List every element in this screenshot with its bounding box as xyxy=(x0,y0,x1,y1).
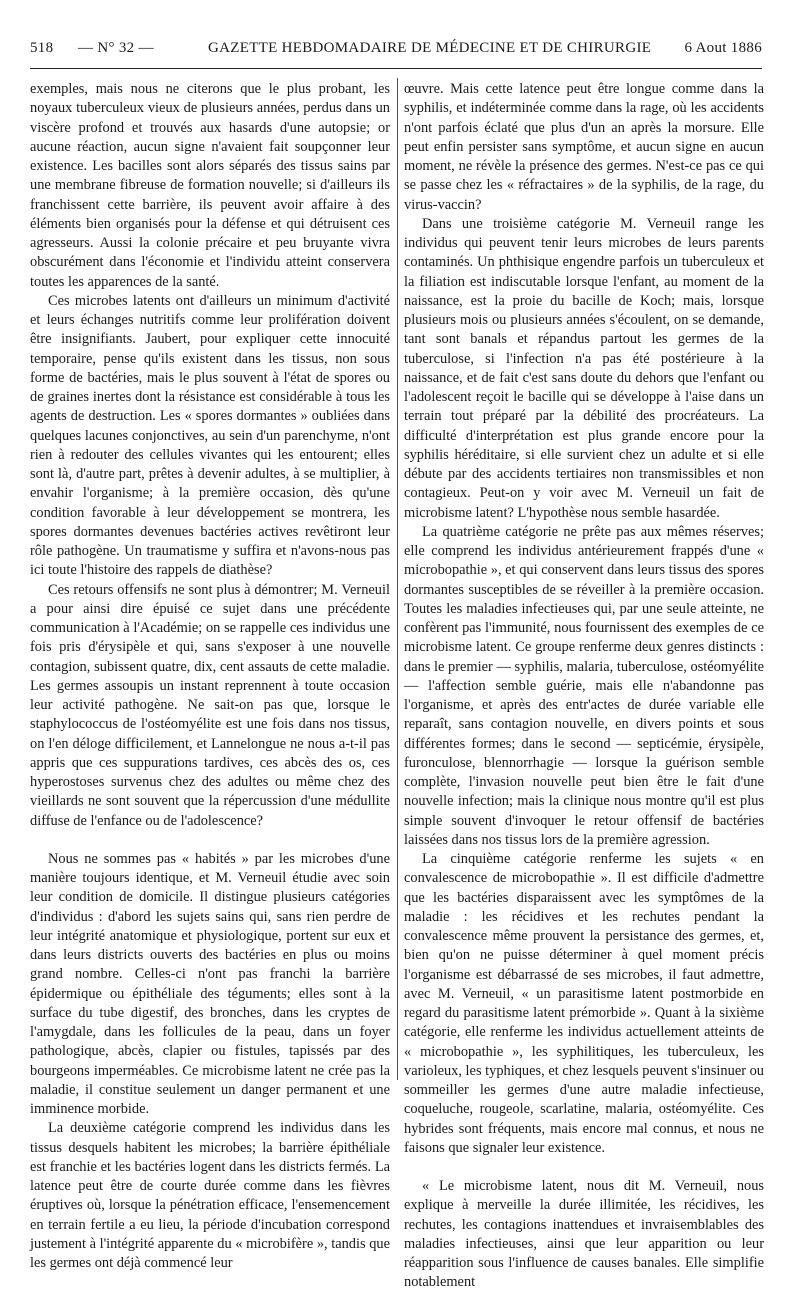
journal-title: GAZETTE HEBDOMADAIRE DE MÉDECINE ET DE CHIRURGIE xyxy=(208,40,652,56)
paragraph: œuvre. Mais cette latence peut être longue comme dans la syphilis, et indéterminée comme dans la rage, où les accidents n'ont parfois éclaté que plus d'un an après la morsure. Elle peut enfin persister sans symptôme, et aucun signe en aucun moment, ne révèle la présence des germes. N'est-ce pas ce qui se passe chez les « réfractaires » de la syphilis, de la rage, du virus-vaccin? xyxy=(404,81,764,213)
running-header xyxy=(30,34,762,64)
issue-date: 6 Aout 1886 xyxy=(684,40,762,56)
page-number: 518 xyxy=(30,40,54,56)
paragraph: exemples, mais nous ne citerons que le plus probant, les noyaux tuberculeux vieux de plusieurs années, perdus dans un viscère profond et trouvés aux hasards d'une autopsie; or aucune réaction, aucun signe n'avaient fait soupçonner leur existence. Les bacilles sont alors séparés des tissus sains par une membrane fibreuse de formation nouvelle; si d'ailleurs ils franchissent cette barrière, ils peuvent avoir affaire à des éléments bien organisés pour la défense et qui détruisent ces agresseurs. Aussi la colonie précaire et peu bruyante vivra obscurément dans l'économie et l'individu atteint conservera toutes les apparences de la santé. xyxy=(30,81,390,290)
right-column xyxy=(404,80,764,1291)
paragraph: La quatrième catégorie ne prête pas aux mêmes réserves; elle comprend les individus antérieurement frappés d'une « microbopathie », et qui conservent dans leurs tissus des spores dormantes susceptibles de se réveiller à la première occasion. Toutes les maladies infectieuses qui, par une seule atteinte, ne confèrent pas l'immunité, nous fournissent des exemples de ce microbisme latent. Ce groupe renferme deux genres distincts : dans le premier — syphilis, malaria, tuberculose, ostéomyélite — l'affection semble guérie, mais elle n'abandonne pas l'organisme, et après des entr'actes de durée variable elle reparaît, sans contagion nouvelle, en divers points et sous différentes formes; dans le second — septicémie, érysipèle, furonculose, blennorrhagie — lorsque la guérison semble complète, l'invasion nouvelle peut bien être le fait d'une nouvelle infection; mais la clinique nous montre qu'il est plus simple souvent d'invoquer le retour offensif de bactéries laissées dans nos tissus lors de la première agression. xyxy=(404,523,764,848)
paragraph: Dans une troisième catégorie M. Verneuil range les individus qui peuvent tenir leurs microbes de leurs parents contaminés. Un phthisique engendre parfois un tuberculeux et la filiation est indiscutable lorsque l'enfant, au moment de la naissance, est la proie du bacille de Koch; mais, lorsque plusieurs mois ou plusieurs années s'écoulent, on se demande, tant sont banals et répandus partout les germes de la tuberculose, si l'infection n'a pas été postérieure à la naissance, et de fait c'est sans doute du dehors que l'enfant ou l'adolescent reçoit le bacille qui se développe à l'aise dans un terrain tout préparé par la débilité des procréateurs. La difficulté d'interprétation est plus grande encore pour la syphilis héréditaire, si elle survient chez un adulte et si elle débute par des accidents tertiaires non transmissibles et non contagieux. Peut-on y voir avec M. Verneuil un fait de microbisme latent? L'hypothèse nous semble hasardée. xyxy=(404,215,764,521)
paragraph: Ces retours offensifs ne sont plus à démontrer; M. Verneuil a pour ainsi dire épuisé ce sujet dans une précédente communication à l'Académie; on se rappelle ces individus une fois pris d'érysipèle et qui, sans s'exposer à une nouvelle contagion, subissent quatre, dix, cent assauts de cette maladie. Les germes assoupis un instant reprennent à toute occasion leur activité pathogène. Ne sait-on pas que, lorsque le staphylococcus de l'ostéomyélite est une fois dans nos tissus, on l'en déloge difficilement, et Lannelongue ne nous a-t-il pas appris que ces suppurations tardives, ces abcès des os, ces hyperostoses survenus chez des adultes ou même chez des vieillards ne sont souvent que la répercussion d'une médullite diffuse de l'enfance ou de l'adolescence? xyxy=(30,581,390,829)
paragraph: La cinquième catégorie renferme les sujets « en convalescence de microbopathie ». Il est difficile d'admettre que les bactéries disparaissent avec les symptômes de la maladie : les récidives et les rechutes pendant la convalescence même prouvent la persistance des germes, et, bien qu'on ne puisse déterminer à quel moment précis l'organisme est débarrassé de ses microbes, il faut admettre, avec M. Verneuil, « un parasitisme latent postmorbide en regard du parasitisme latent prémorbide ». Quant à la sixième catégorie, elle renferme les individus actuellement atteints de « microbopathie », les syphilitiques, les tuberculeux, les varioleux, les typhiques, et chez lesquels peuvent s'insinuer ou sommeiller les germes d'une autre maladie infectieuse, coqueluche, rougeole, scarlatine, malaria, ostéomyélite. Ces hybrides sont fréquents, mais encore mal connus, et nous ne faisons que signaler leur existence. xyxy=(404,851,764,1156)
left-column xyxy=(30,80,390,1271)
header-rule xyxy=(30,68,762,69)
issue-number: — N° 32 — xyxy=(78,40,154,56)
paragraph: La deuxième catégorie comprend les individus dans les tissus desquels habitent les microbes; la barrière épithéliale est franchie et les bactéries logent dans les districts fermés. La latence peut être de courte durée comme dans les fièvres éruptives où, lorsque la pénétration efficace, l'ensemencement en terrain fertile a eu lieu, la période d'incubation correspond justement à l'intégrité apparente du « microbifère », tandis que les germes ont déjà commencé leur xyxy=(30,1120,390,1271)
paragraph: Ces microbes latents ont d'ailleurs un minimum d'activité et leurs échanges nutritifs comme leur prolifération doivent être insignifiants. Jaubert, pour expliquer cette innocuité temporaire, pense qu'ils existent dans les tissus, non sous forme de bactéries, mais le plus souvent à l'état de spores ou de graines inertes dont la résistance est considérable à tous les agents de destruction. Les « spores dormantes » oubliées dans quelques lacunes conjonctives, au sein d'un parenchyme, n'ont rien à redouter des cellules vivantes qui les entourent; elles sont là, d'autre part, prêtes à devenir adultes, à se multiplier, à envahir l'organisme; à la première occasion, dès qu'une condition favorable à leur développement se montrera, les spores dormantes devenues bactéries actives revêtiront leur rôle pathogène. Un traumatisme y suffira et n'avons-nous pas ici toute l'histoire des rappels de diathèse? xyxy=(30,292,390,579)
column-divider xyxy=(397,78,398,1080)
paragraph: Nous ne sommes pas « habités » par les microbes d'une manière toujours identique, et M. Verneuil étudie avec soin leur condition de domicile. Il distingue plusieurs catégories d'individus : d'abord les sujets sains qui, sans rien perdre de leur intégrité anatomique et physiologique, portent sur eux et dans leurs districts ouverts des bactéries en plus ou moins grand nombre. Celles-ci n'ont pas franchi la barrière épidermique ou épithéliale des téguments; elles sont à la surface du tube digestif, des bronches, dans les cryptes de l'amygdale, dans les follicules de la peau, dans un foyer pathologique, abcès, clapier ou fistules, tapissés par des bourgeons imperméables. Ce microbisme latent ne crée pas la maladie, il constitue seulement un danger permanent et une imminence morbide. xyxy=(30,850,390,1117)
paragraph: « Le microbisme latent, nous dit M. Verneuil, nous explique à merveille la durée illimitée, les récidives, les rechutes, les contagions inattendues et invraisemblables des maladies infectieuses, ainsi que leur apparition ou leur réapparition sous l'influence de causes banales. Elle simplifie notablement xyxy=(404,1178,764,1291)
